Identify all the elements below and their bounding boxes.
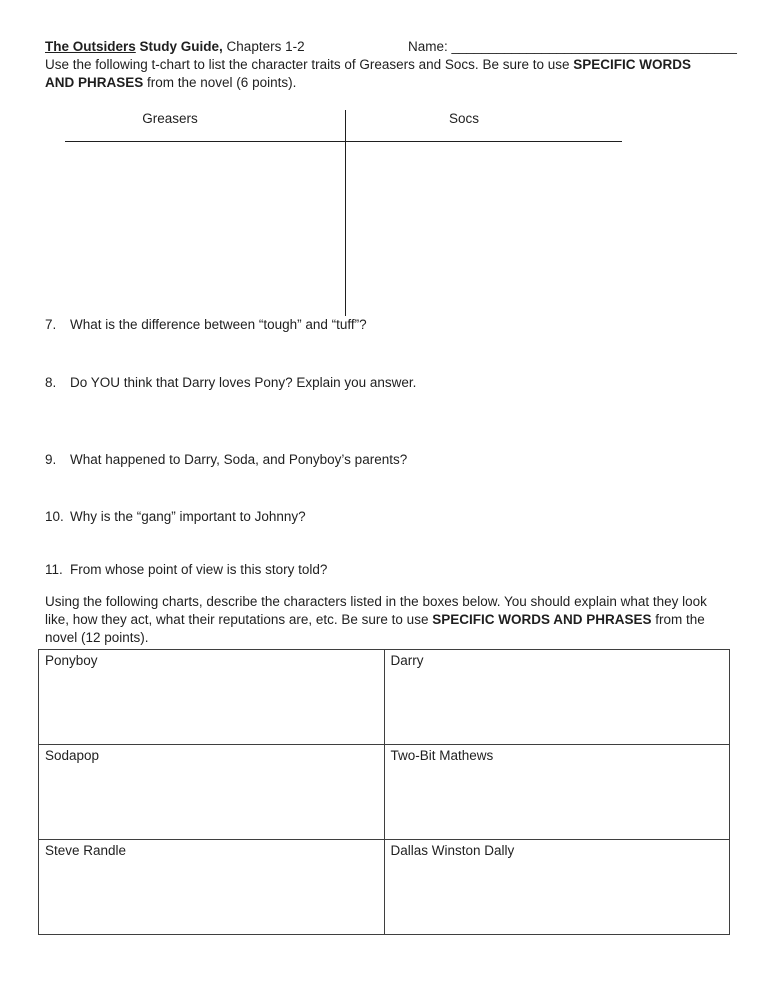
tchart-instructions-paragraph (45, 56, 720, 92)
instructions-text-after: from the novel (6 points). (143, 75, 297, 90)
question-7-text: What is the difference between “tough” and “tuff”? (70, 317, 367, 332)
table-cell-ponyboy (39, 650, 385, 745)
name-line (408, 38, 737, 56)
question-8-text: Do YOU think that Darry loves Pony? Explain you answer. (70, 375, 417, 390)
question-10-text: Why is the “gang” important to Johnny? (70, 509, 306, 524)
table-row (39, 650, 730, 745)
table-row (39, 840, 730, 935)
name-label: Name: (408, 39, 448, 54)
title-study-guide: Study Guide, (135, 39, 223, 54)
character-name: Dallas Winston Dally (390, 843, 515, 858)
character-charts-instructions-paragraph (45, 593, 720, 647)
question-7-number: 7. (45, 317, 57, 332)
t-chart-vertical-line (345, 110, 346, 316)
name-blank-line: ______________________________________ (447, 39, 737, 54)
question-11 (45, 561, 720, 579)
table-row (39, 745, 730, 840)
page-title (45, 38, 408, 56)
character-name: Darry (390, 653, 424, 668)
question-8-number: 8. (45, 375, 57, 390)
header-row (45, 38, 737, 56)
table-cell-two-bit-mathews (384, 745, 730, 840)
character-name: Sodapop (45, 748, 100, 763)
instructions-text-before: Use the following t-chart to list the character traits of Greasers and Socs. Be sure to use (45, 57, 574, 72)
charts-instructions-after: from the novel (12 points). (45, 612, 705, 645)
question-11-number: 11. (45, 562, 63, 577)
charts-instructions-before: Using the following charts, describe the characters listed in the boxes below. You should explain what they look like, how they act, what their reputations are, etc. Be sure to use (45, 594, 707, 627)
question-11-text: From whose point of view is this story told? (70, 562, 328, 577)
title-chapters: Chapters 1-2 (222, 39, 305, 54)
character-name: Steve Randle (45, 843, 127, 858)
table-cell-darry (384, 650, 730, 745)
question-7 (45, 316, 720, 334)
table-cell-steve-randle (39, 840, 385, 935)
question-8 (45, 374, 720, 392)
t-chart-horizontal-line (65, 141, 622, 142)
question-9-text: What happened to Darry, Soda, and Ponyboy’s parents? (70, 452, 408, 467)
character-name: Ponyboy (45, 653, 98, 668)
table-cell-sodapop (39, 745, 385, 840)
question-9-number: 9. (45, 452, 57, 467)
table-cell-dallas-winston-dally (384, 840, 730, 935)
t-chart-left-header: Greasers (142, 111, 198, 126)
question-10 (45, 508, 720, 526)
t-chart-right-header: Socs (448, 111, 479, 126)
title-novel-name: The Outsiders (45, 39, 136, 54)
character-table (38, 649, 730, 935)
instructions-bold-phrase: SPECIFIC WORDS AND PHRASES (45, 57, 692, 90)
character-name: Two-Bit Mathews (390, 748, 494, 763)
charts-instructions-bold-phrase: SPECIFIC WORDS AND PHRASES (432, 612, 652, 627)
t-chart (45, 108, 720, 316)
question-9 (45, 451, 720, 469)
question-10-number: 10. (45, 509, 64, 524)
